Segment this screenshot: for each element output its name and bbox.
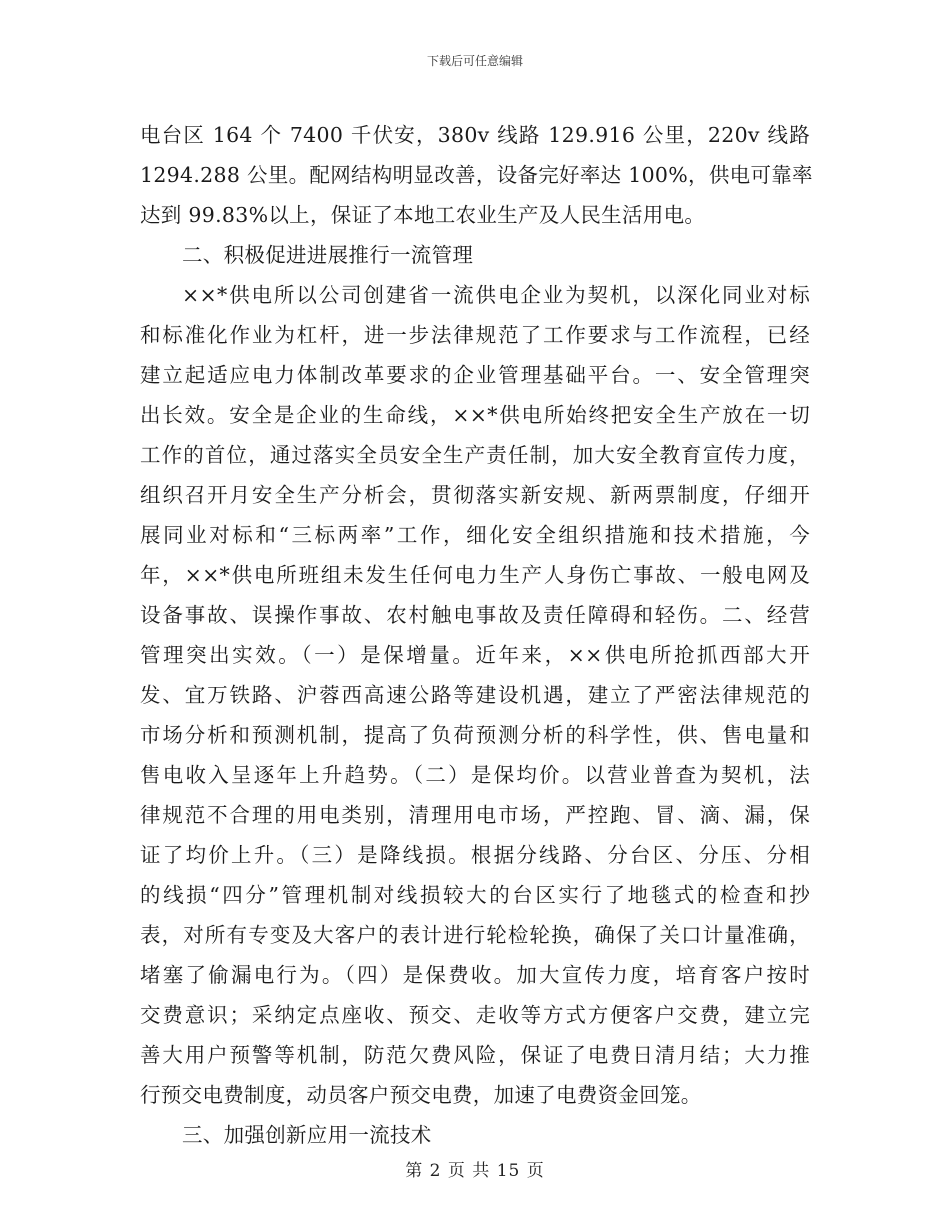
- text-line: 售电收入呈逐年上升趋势。（二）是保均价。以营业普查为契机，法: [140, 763, 810, 787]
- text-line: 的线损“四分”管理机制对线损较大的台区实行了地毯式的检查和抄: [140, 883, 810, 907]
- text-line: 电台区 164 个 7400 千伏安，380v 线路 129.916 公里，220v 线路: [140, 123, 810, 147]
- text-line: 年，××*供电所班组未发生任何电力生产人身伤亡事故、一般电网及: [140, 563, 810, 587]
- text-line: 工作的首位，通过落实全员安全生产责任制，加大安全教育宣传力度，: [140, 443, 810, 467]
- text-line: 善大用户预警等机制，防范欠费风险，保证了电费日清月结；大力推: [140, 1043, 810, 1067]
- section-heading: 二、积极促进进展推行一流管理: [182, 243, 474, 267]
- text-line: 堵塞了偷漏电行为。（四）是保费收。加大宣传力度，培育客户按时: [140, 963, 810, 987]
- text-line: 设备事故、误操作事故、农村触电事故及责任障碍和轻伤。二、经营: [140, 603, 810, 627]
- text-line: 1294.288 公里。配网结构明显改善，设备完好率达 100%，供电可靠率: [140, 163, 813, 187]
- body-text: [140, 115, 813, 1155]
- text-line: 达到 99.83%以上，保证了本地工农业生产及人民生活用电。: [140, 203, 706, 227]
- text-line: 行预交电费制度，动员客户预交电费，加速了电费资金回笼。: [140, 1083, 702, 1107]
- page-header: 下载后可任意编辑: [426, 54, 523, 68]
- text-line: 和标准化作业为杠杆，进一步法律规范了工作要求与工作流程，已经: [140, 323, 810, 347]
- text-line: 市场分析和预测机制，提高了负荷预测分析的科学性，供、售电量和: [140, 723, 810, 747]
- text-line: 出长效。安全是企业的生命线，××*供电所始终把安全生产放在一切: [140, 403, 810, 427]
- text-line: 管理突出实效。（一）是保增量。近年来，××供电所抢抓西部大开: [140, 643, 810, 667]
- section-heading: 三、加强创新应用一流技术: [182, 1123, 432, 1147]
- text-line: 证了均价上升。（三）是降线损。根据分线路、分台区、分压、分相: [140, 843, 810, 867]
- text-line: 表，对所有专变及大客户的表计进行轮检轮换，确保了关口计量准确，: [140, 923, 810, 947]
- text-line: 展同业对标和“三标两率”工作，细化安全组织措施和技术措施，今: [140, 523, 810, 547]
- text-line: 交费意识；采纳定点座收、预交、走收等方式方便客户交费，建立完: [140, 1003, 810, 1027]
- page-number-footer: 第 2 页 共 15 页: [405, 1161, 545, 1181]
- text-line: 律规范不合理的用电类别，清理用电市场，严控跑、冒、滴、漏，保: [140, 803, 810, 827]
- text-line: 建立起适应电力体制改革要求的企业管理基础平台。一、安全管理突: [140, 363, 810, 387]
- text-line: 组织召开月安全生产分析会，贯彻落实新安规、新两票制度，仔细开: [140, 483, 810, 507]
- text-line: ××*供电所以公司创建省一流供电企业为契机，以深化同业对标: [182, 283, 810, 307]
- text-line: 发、宜万铁路、沪蓉西高速公路等建设机遇，建立了严密法律规范的: [140, 683, 810, 707]
